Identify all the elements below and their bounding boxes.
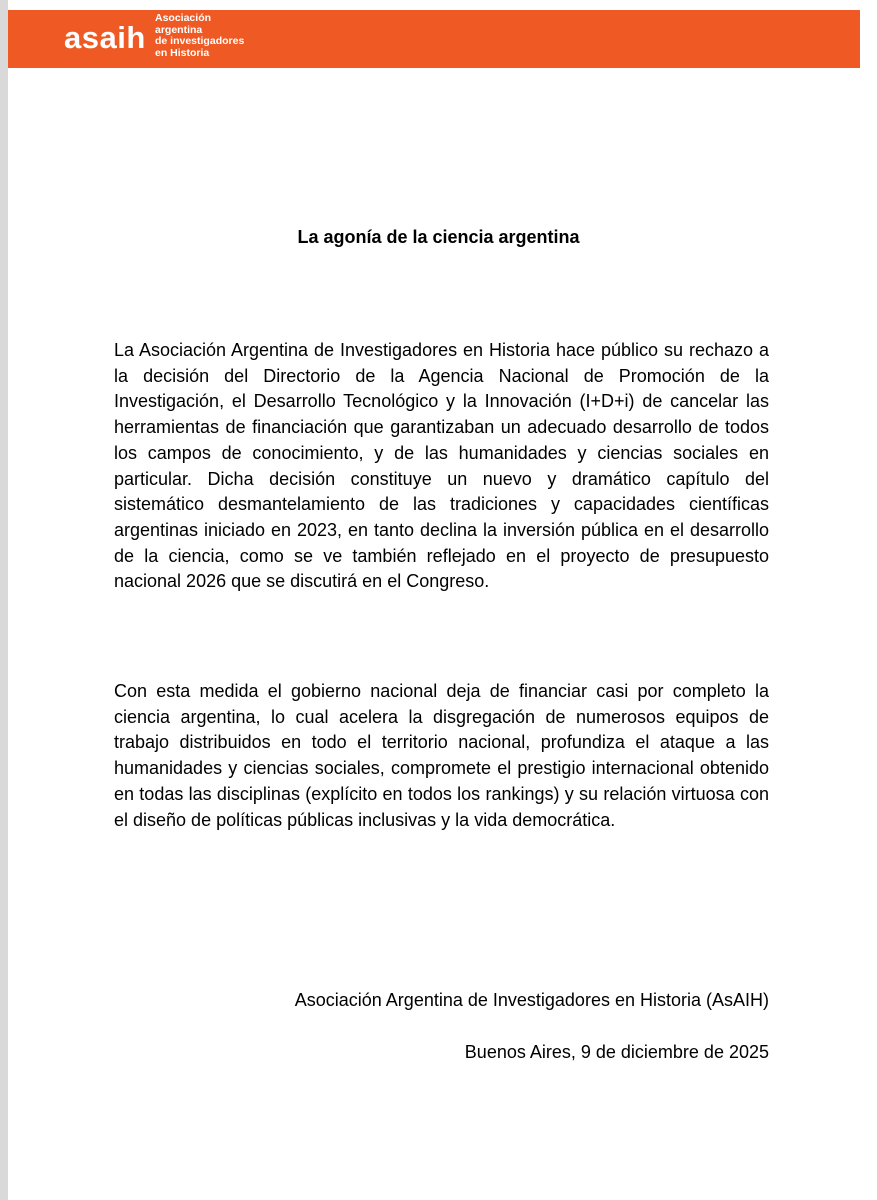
logo-subtitle-line: de investigadores xyxy=(155,35,245,47)
header-banner xyxy=(8,10,860,68)
signature-organization: Asociación Argentina de Investigadores en Historia (AsAIH) xyxy=(294,990,769,1010)
body-paragraph-2: Con esta medida el gobierno nacional deja de financiar casi por completo la ciencia argentina, lo cual acelera la disgregación de numerosos equipos de trabajo distribuidos en todo el territorio nacional, profundiza el ataque a las humanidades y ciencias sociales, compromete el prestigio internacional obtenido en todas las disciplinas (explícito en todos los rankings) y su relación virtuosa con el diseño de políticas públicas inclusivas y la vida democrática. xyxy=(114,681,769,830)
logo-subtitle-line: argentina xyxy=(155,23,203,36)
page-left-edge xyxy=(0,0,8,1200)
body-paragraph-1: La Asociación Argentina de Investigadores en Historia hace público su rechazo a la decisión del Directorio de la Agencia Nacional de Promoción de la Investigación, el Desarrollo Tecnológico y la Innovación (I+D+i) de cancelar las herramientas de financiación que garantizaban un adecuado desarrollo de todos los campos de conocimiento, y de las humanidades y ciencias sociales en particular. Dicha decisión constituye un nuevo y dramático capítulo del sistemático desmantelamiento de las tradiciones y capacidades científicas argentinas iniciado en 2023, en tanto declina la inversión pública en el desarrollo de la ciencia, como se ve también reflejado en el proyecto de presupuesto nacional 2026 que se discutirá en el Congreso. xyxy=(114,340,769,592)
logo-subtitle-line: en Historia xyxy=(155,46,210,59)
logo-subtitle-line: Asociación xyxy=(155,12,212,24)
logo-wordmark: asaih xyxy=(64,20,146,55)
signature-place-date: Buenos Aires, 9 de diciembre de 2025 xyxy=(464,1042,769,1062)
logo-subtitle xyxy=(155,13,295,59)
document-title: La agonía de la ciencia argentina xyxy=(297,227,580,247)
